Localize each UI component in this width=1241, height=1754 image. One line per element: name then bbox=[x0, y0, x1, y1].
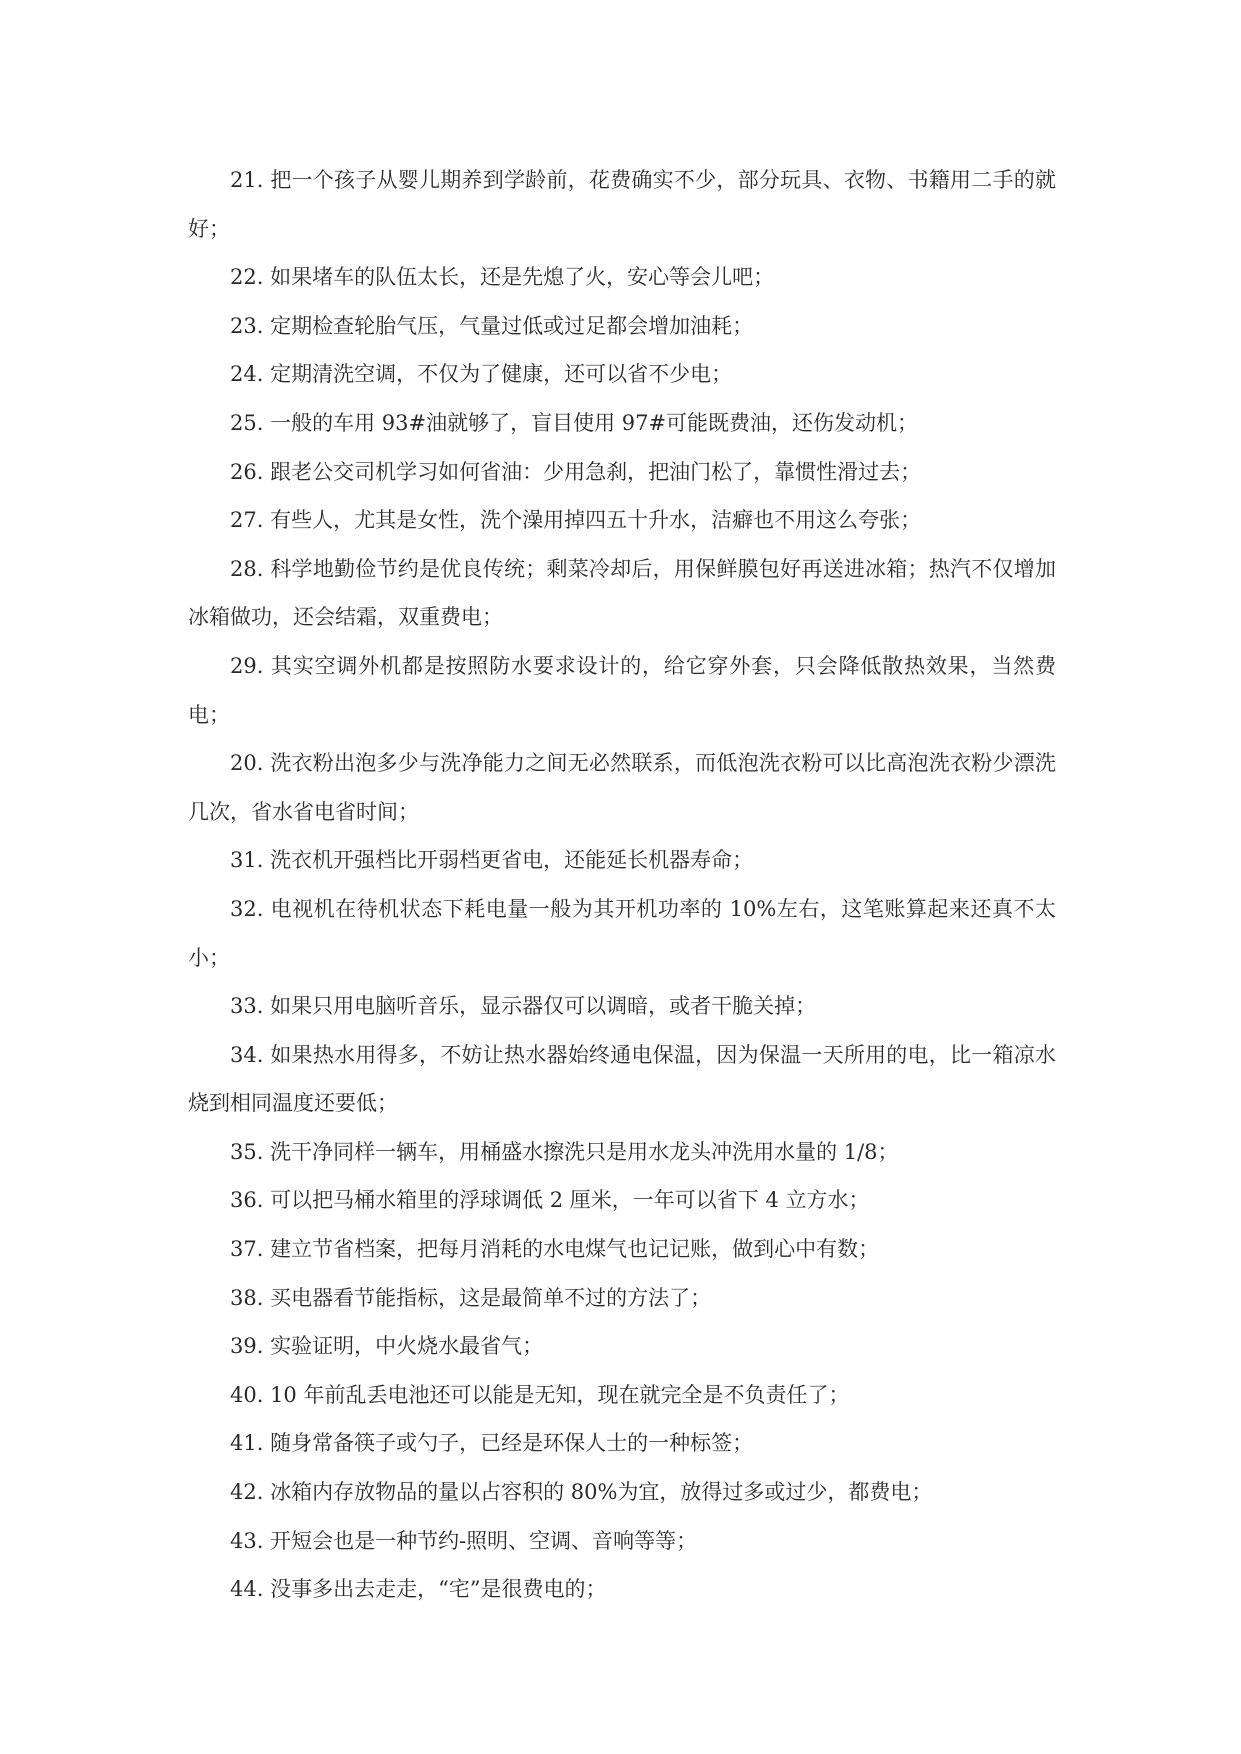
list-item: 35. 洗干净同样一辆车，用桶盛水擦洗只是用水龙头冲洗用水量的 1/8； bbox=[230, 1139, 899, 1164]
list-item: 21. 把一个孩子从婴儿期养到学龄前，花费确实不少，部分玩具、衣物、书籍用二手的就好； bbox=[188, 168, 1056, 241]
list-item: 31. 洗衣机开强档比开弱档更省电，还能延长机器寿命； bbox=[230, 848, 754, 873]
list-item: 34. 如果热水用得多，不妨让热水器始终通电保温，因为保温一天所用的电，比一箱凉水烧到相同温度还要低； bbox=[188, 1042, 1056, 1116]
list-item: 32. 电视机在待机状态下耗电量一般为其开机功率的 10%左右，这笔账算起来还真不太小； bbox=[188, 896, 1056, 970]
document-body bbox=[188, 156, 1056, 1614]
list-item: 28. 科学地勤俭节约是优良传统；剩菜冷却后，用保鲜膜包好再送进冰箱；热汽不仅增加冰箱做功，还会结霜，双重费电； bbox=[188, 556, 1056, 630]
list-item: 29. 其实空调外机都是按照防水要求设计的，给它穿外套，只会降低散热效果，当然费电； bbox=[188, 653, 1056, 727]
list-item: 27. 有些人，尤其是女性，洗个澡用掉四五十升水，洁癖也不用这么夸张； bbox=[230, 508, 922, 533]
list-item: 41. 随身常备筷子或勺子，已经是环保人士的一种标签； bbox=[230, 1431, 754, 1456]
list-item: 22. 如果堵车的队伍太长，还是先熄了火，安心等会儿吧； bbox=[230, 265, 775, 290]
list-item: 24. 定期清洗空调，不仅为了健康，还可以省不少电； bbox=[230, 362, 733, 387]
list-item: 39. 实验证明，中火烧水最省气； bbox=[230, 1334, 544, 1359]
list-item: 26. 跟老公交司机学习如何省油：少用急刹，把油门松了，靠惯性滑过去； bbox=[230, 459, 922, 484]
list-item: 44. 没事多出去走走，“宅”是很费电的； bbox=[230, 1577, 607, 1602]
list-item: 37. 建立节省档案，把每月消耗的水电煤气也记记账，做到心中有数； bbox=[230, 1237, 880, 1262]
list-item: 40. 10 年前乱丢电池还可以能是无知，现在就完全是不负责任了； bbox=[230, 1382, 850, 1407]
list-item: 42. 冰箱内存放物品的量以占容积的 80%为宜，放得过多或过少，都费电； bbox=[230, 1480, 933, 1505]
list-item: 33. 如果只用电脑听音乐，显示器仅可以调暗，或者干脆关掉； bbox=[230, 994, 817, 1019]
list-item: 20. 洗衣粉出泡多少与洗净能力之间无必然联系，而低泡洗衣粉可以比高泡洗衣粉少漂洗几次，省水省电省时间； bbox=[188, 751, 1056, 824]
list-item: 25. 一般的车用 93#油就够了，盲目使用 97#可能既费油，还伤发动机； bbox=[230, 410, 919, 435]
list-item: 36. 可以把马桶水箱里的浮球调低 2 厘米，一年可以省下 4 立方水； bbox=[230, 1188, 870, 1213]
list-item: 23. 定期检查轮胎气压，气量过低或过足都会增加油耗； bbox=[230, 313, 754, 338]
list-item: 43. 开短会也是一种节约-照明、空调、音响等等； bbox=[230, 1528, 698, 1553]
list-item: 38. 买电器看节能指标，这是最简单不过的方法了； bbox=[230, 1285, 712, 1310]
